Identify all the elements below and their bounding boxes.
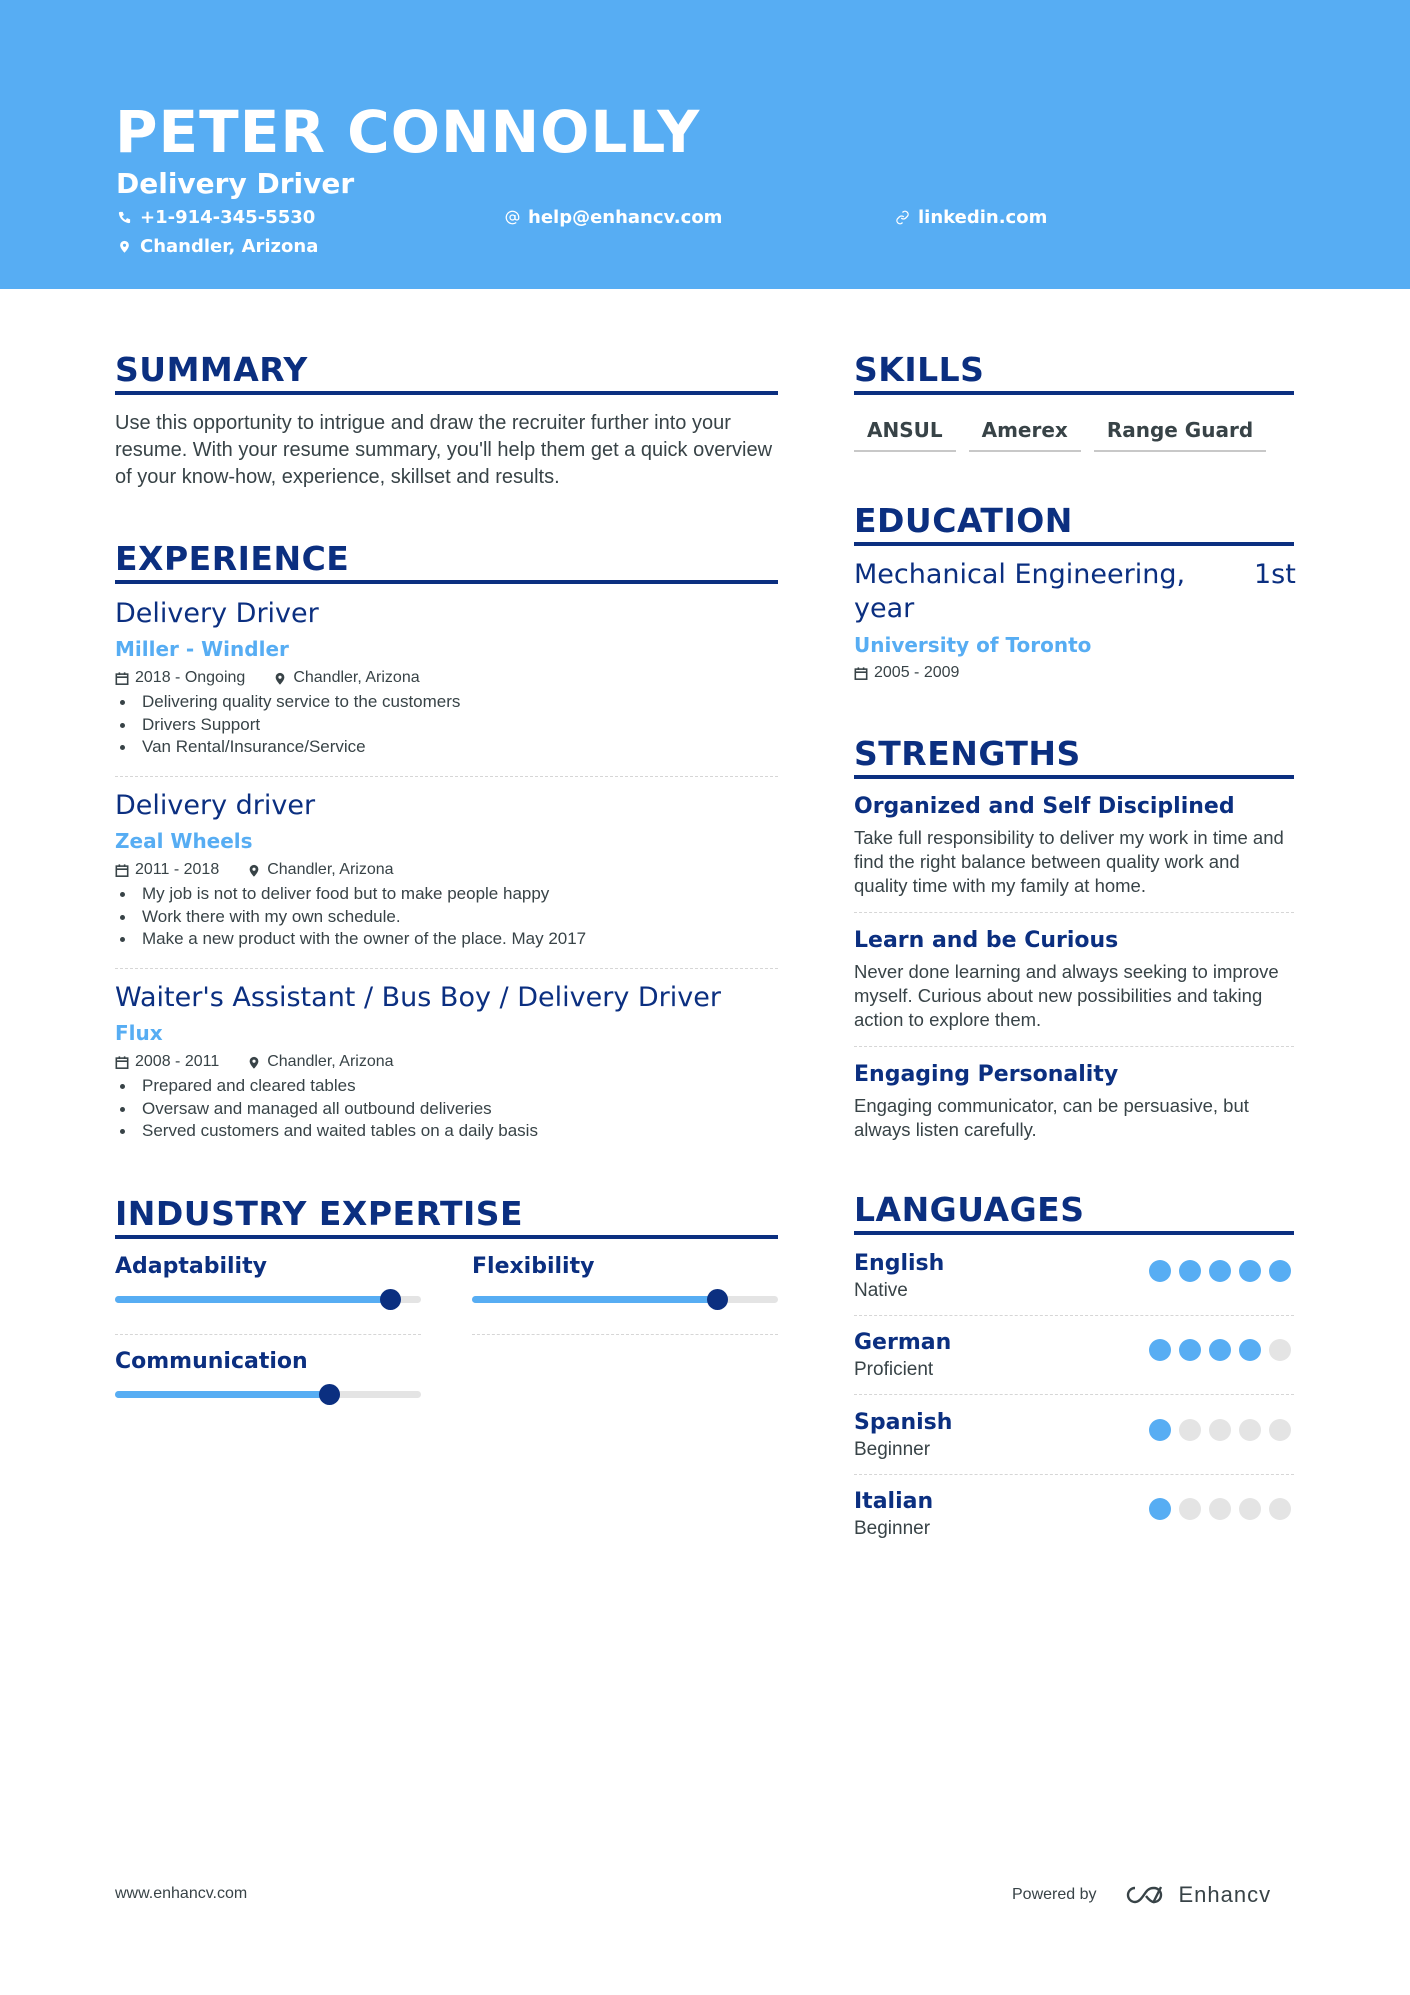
expertise-bar-knob xyxy=(319,1384,340,1405)
job-company: Miller - Windler xyxy=(115,637,289,661)
language-item xyxy=(854,1409,1294,1469)
expertise-bar-knob xyxy=(707,1289,728,1310)
job-bullet: Drivers Support xyxy=(115,714,778,737)
expertise-bar-fill xyxy=(115,1391,329,1398)
job-bullet: Delivering quality service to the customers xyxy=(115,691,778,714)
expertise-label: Flexibility xyxy=(472,1254,595,1279)
email-text: help@enhancv.com xyxy=(528,207,723,228)
job-bullets xyxy=(115,691,778,759)
job-bullet: My job is not to deliver food but to make people happy xyxy=(115,883,778,906)
contact-link[interactable] xyxy=(895,207,1047,228)
language-rating xyxy=(1149,1260,1291,1282)
job-company: Flux xyxy=(115,1021,163,1045)
language-item xyxy=(854,1488,1294,1548)
location-pin-icon xyxy=(247,863,261,878)
rating-dot-filled xyxy=(1179,1260,1201,1282)
job-location: Chandler, Arizona xyxy=(267,861,394,878)
language-level: Beginner xyxy=(854,1518,931,1539)
strength-separator xyxy=(854,1046,1294,1047)
job-entry xyxy=(115,980,778,1143)
rating-dot-empty xyxy=(1269,1339,1291,1361)
expertise-bar-fill xyxy=(472,1296,717,1303)
expertise-label: Adaptability xyxy=(115,1254,267,1279)
job-bullet: Work there with my own schedule. xyxy=(115,906,778,929)
rating-dot-filled xyxy=(1179,1339,1201,1361)
strength-item xyxy=(854,793,1294,898)
expertise-separator xyxy=(115,1334,421,1335)
rating-dot-filled xyxy=(1149,1419,1171,1441)
language-rating xyxy=(1149,1498,1291,1520)
language-level: Proficient xyxy=(854,1359,934,1380)
experience-heading: EXPERIENCE xyxy=(115,539,350,578)
rating-dot-empty xyxy=(1209,1498,1231,1520)
language-rating xyxy=(1149,1419,1291,1441)
job-meta xyxy=(115,667,778,689)
job-separator xyxy=(115,968,778,969)
rating-dot-filled xyxy=(1149,1260,1171,1282)
candidate-name: PETER CONNOLLY xyxy=(115,98,701,166)
rating-dot-filled xyxy=(1149,1339,1171,1361)
language-level: Native xyxy=(854,1280,908,1301)
strengths-divider xyxy=(854,775,1294,779)
job-company: Zeal Wheels xyxy=(115,829,253,853)
education-school: University of Toronto xyxy=(854,633,1092,657)
at-icon xyxy=(505,210,520,225)
job-entry xyxy=(115,788,778,951)
rating-dot-empty xyxy=(1179,1419,1201,1441)
rating-dot-filled xyxy=(1149,1498,1171,1520)
language-rating xyxy=(1149,1339,1291,1361)
strength-desc: Take full responsibility to deliver my work in time and find the right balance between quality work and quality time with my family at home. xyxy=(854,827,1284,896)
rating-dot-filled xyxy=(1239,1260,1261,1282)
location-pin-icon xyxy=(273,671,287,686)
job-bullet: Oversaw and managed all outbound deliveries xyxy=(115,1098,778,1121)
rating-dot-empty xyxy=(1209,1419,1231,1441)
job-location: Chandler, Arizona xyxy=(267,1053,394,1070)
language-separator xyxy=(854,1394,1294,1395)
location-pin-icon xyxy=(247,1055,261,1070)
enhancv-logo-icon xyxy=(1123,1883,1169,1907)
expertise-bar-knob xyxy=(380,1289,401,1310)
languages-heading: LANGUAGES xyxy=(854,1190,1085,1229)
job-meta xyxy=(115,859,778,881)
strength-title: Learn and be Curious xyxy=(854,928,1119,953)
language-separator xyxy=(854,1474,1294,1475)
contact-email[interactable] xyxy=(505,207,722,228)
skills-list xyxy=(854,418,1266,452)
language-level: Beginner xyxy=(854,1439,931,1460)
education-divider xyxy=(854,542,1294,546)
experience-divider xyxy=(115,580,778,584)
language-name: Spanish xyxy=(854,1410,953,1435)
rating-dot-filled xyxy=(1269,1260,1291,1282)
job-title: Delivery driver xyxy=(115,790,316,821)
industry-heading: INDUSTRY EXPERTISE xyxy=(115,1194,524,1233)
calendar-icon xyxy=(115,863,129,878)
footer-site-link[interactable]: www.enhancv.com xyxy=(115,1885,248,1902)
powered-by-text: Powered by xyxy=(1012,1886,1097,1903)
rating-dot-empty xyxy=(1269,1498,1291,1520)
job-bullet: Served customers and waited tables on a daily basis xyxy=(115,1120,778,1143)
expertise-label: Communication xyxy=(115,1349,308,1374)
skill-tag: Amerex xyxy=(969,418,1081,452)
strength-item xyxy=(854,927,1294,1032)
candidate-role: Delivery Driver xyxy=(116,167,355,200)
expertise-bar xyxy=(115,1391,421,1398)
job-location: Chandler, Arizona xyxy=(293,669,420,686)
job-bullets xyxy=(115,883,778,951)
job-bullet: Prepared and cleared tables xyxy=(115,1075,778,1098)
rating-dot-empty xyxy=(1179,1498,1201,1520)
language-item xyxy=(854,1250,1294,1310)
job-bullet: Van Rental/Insurance/Service xyxy=(115,736,778,759)
brand-logo[interactable] xyxy=(1123,1882,1272,1908)
calendar-icon xyxy=(115,1055,129,1070)
link-text: linkedin.com xyxy=(918,207,1048,228)
education-degree xyxy=(854,558,1294,626)
skill-tag: ANSUL xyxy=(854,418,956,452)
summary-divider xyxy=(115,391,778,395)
job-dates: 2011 - 2018 xyxy=(135,861,220,878)
strength-desc: Never done learning and always seeking to improve myself. Curious about new possibilities and taking action to explore them. xyxy=(854,961,1279,1030)
brand-name: Enhancv xyxy=(1178,1882,1272,1907)
resume-header xyxy=(0,0,1410,289)
expertise-bar xyxy=(472,1296,778,1303)
job-bullet: Make a new product with the owner of the place. May 2017 xyxy=(115,928,778,951)
rating-dot-filled xyxy=(1209,1260,1231,1282)
calendar-icon xyxy=(854,666,868,681)
job-separator xyxy=(115,776,778,777)
rating-dot-filled xyxy=(1209,1339,1231,1361)
languages-divider xyxy=(854,1231,1294,1235)
expertise-bar-fill xyxy=(115,1296,390,1303)
job-meta xyxy=(115,1051,778,1073)
degree-text: Mechanical Engineering, xyxy=(854,559,1186,590)
strength-item xyxy=(854,1061,1294,1142)
link-icon xyxy=(895,210,910,225)
calendar-icon xyxy=(115,671,129,686)
rating-dot-empty xyxy=(1269,1419,1291,1441)
rating-dot-empty xyxy=(1239,1498,1261,1520)
summary-text: Use this opportunity to intrigue and draw the recruiter further into your resume. With your resume summary, you'll help them get a quick overview of your know-how, experience, skillset and results. xyxy=(115,412,773,488)
location-pin-icon xyxy=(117,239,132,254)
job-title: Waiter's Assistant / Bus Boy / Delivery Driver xyxy=(115,982,721,1013)
location-text: Chandler, Arizona xyxy=(140,236,319,257)
strength-title: Engaging Personality xyxy=(854,1062,1119,1087)
rating-dot-empty xyxy=(1239,1419,1261,1441)
strength-desc: Engaging communicator, can be persuasive, but always listen carefully. xyxy=(854,1095,1249,1140)
job-dates: 2018 - Ongoing xyxy=(135,669,246,686)
language-name: German xyxy=(854,1330,952,1355)
job-dates: 2008 - 2011 xyxy=(135,1053,220,1070)
job-title: Delivery Driver xyxy=(115,598,319,629)
summary-heading: SUMMARY xyxy=(115,350,308,389)
education-dates xyxy=(854,664,959,682)
skill-tag: Range Guard xyxy=(1094,418,1266,452)
footer-powered xyxy=(1012,1882,1271,1908)
strength-title: Organized and Self Disciplined xyxy=(854,794,1235,819)
industry-divider xyxy=(115,1235,778,1239)
language-name: Italian xyxy=(854,1489,934,1514)
job-bullets xyxy=(115,1075,778,1143)
strength-separator xyxy=(854,912,1294,913)
education-dates-text: 2005 - 2009 xyxy=(874,664,960,681)
rating-dot-filled xyxy=(1239,1339,1261,1361)
language-name: English xyxy=(854,1251,945,1276)
phone-icon xyxy=(117,210,132,225)
job-entry xyxy=(115,596,778,759)
skills-divider xyxy=(854,391,1294,395)
education-year: 1st xyxy=(1254,559,1296,590)
skills-heading: SKILLS xyxy=(854,350,985,389)
expertise-separator xyxy=(472,1334,778,1335)
education-heading: EDUCATION xyxy=(854,501,1073,540)
strengths-heading: STRENGTHS xyxy=(854,734,1081,773)
contact-location xyxy=(117,236,318,257)
language-separator xyxy=(854,1315,1294,1316)
language-item xyxy=(854,1329,1294,1389)
phone-text: +1-914-345-5530 xyxy=(140,207,316,228)
expertise-bar xyxy=(115,1296,421,1303)
degree-text-cont: year xyxy=(854,593,915,624)
contact-phone[interactable] xyxy=(117,207,315,228)
